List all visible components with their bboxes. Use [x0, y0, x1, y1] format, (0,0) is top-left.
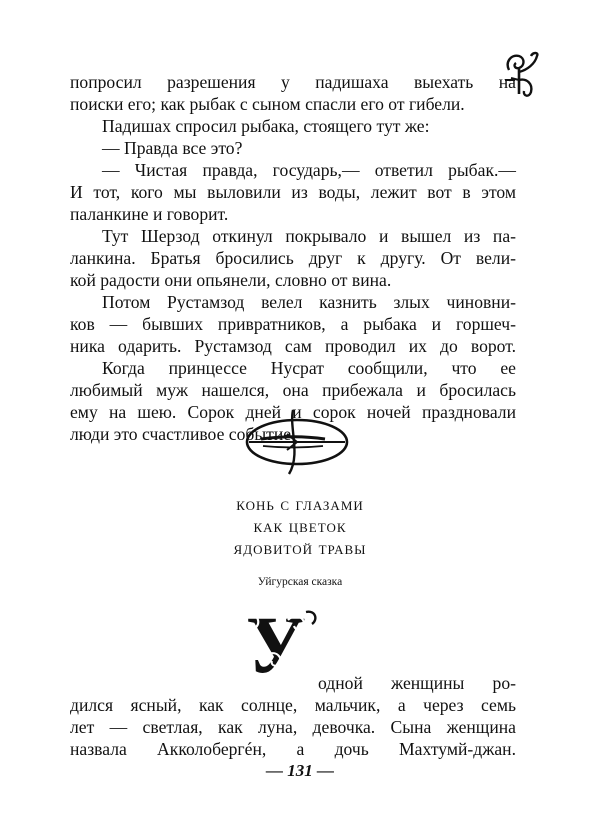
- text-line: люди это счастливое событие.: [70, 424, 296, 444]
- story-subtitle: Уйгурская сказка: [257, 576, 343, 588]
- text-line: назвала Акколобергéн, а дочь Махтумй-джан.: [70, 739, 516, 759]
- text-line: ему на шею. Сорок дней и сорок ночей праздновали: [70, 402, 516, 422]
- text-line: — Правда все это?: [102, 138, 243, 158]
- text-line: лет — светлая, как луна, девочка. Сына женщина: [70, 717, 516, 737]
- story-title-line-3: ядовитой травы: [233, 538, 367, 558]
- story-title-line-2: как цветок: [253, 516, 347, 536]
- text-top: [70, 71, 516, 445]
- text-bottom: [70, 694, 516, 760]
- dropcap-letter-icon: [232, 606, 320, 690]
- text-line: дился ясный, как солнце, мальчик, а через семь: [70, 695, 516, 715]
- story-first-line: [318, 672, 516, 694]
- text-line: паланкине и говорит.: [70, 204, 229, 224]
- text-line: ков — бывших привратников, а рыбака и горшеч-: [70, 314, 516, 334]
- text-line: любимый муж нашелся, она прибежала и бросилась: [70, 380, 516, 400]
- text-line: поиски его; как рыбак с сыном спасли его от гибели.: [70, 94, 465, 114]
- page-number: — 131 —: [266, 761, 334, 780]
- text-line: ника одарить. Рустамзод сам проводил их до ворот.: [70, 336, 516, 356]
- text-line: кой радости они опьянели, словно от вина.: [70, 270, 392, 290]
- text-line: Тут Шерзод откинул покрывало и вышел из па-: [102, 226, 516, 246]
- text-line: Потом Рустамзод велел казнить злых чиновни-: [102, 292, 516, 312]
- text-line: — Чистая правда, государь,— ответил рыбак.—: [102, 160, 516, 180]
- story-title-line-1: конь с глазами: [236, 494, 364, 514]
- text-line: И тот, кого мы выловили из воды, лежит вот в этом: [70, 182, 516, 202]
- dropcap-letter: У: [245, 606, 307, 690]
- text-line: попросил разрешения у падишаха выехать на: [70, 72, 516, 92]
- text-line: Падишах спросил рыбака, стоящего тут же:: [102, 116, 430, 136]
- text-line: ланкина. Братья бросились друг к другу. От вели-: [70, 248, 516, 268]
- divider-ornament-icon: [243, 408, 351, 476]
- text-line: Когда принцессе Нусрат сообщили, что ее: [102, 358, 516, 378]
- text-line: одной женщины ро-: [318, 673, 516, 693]
